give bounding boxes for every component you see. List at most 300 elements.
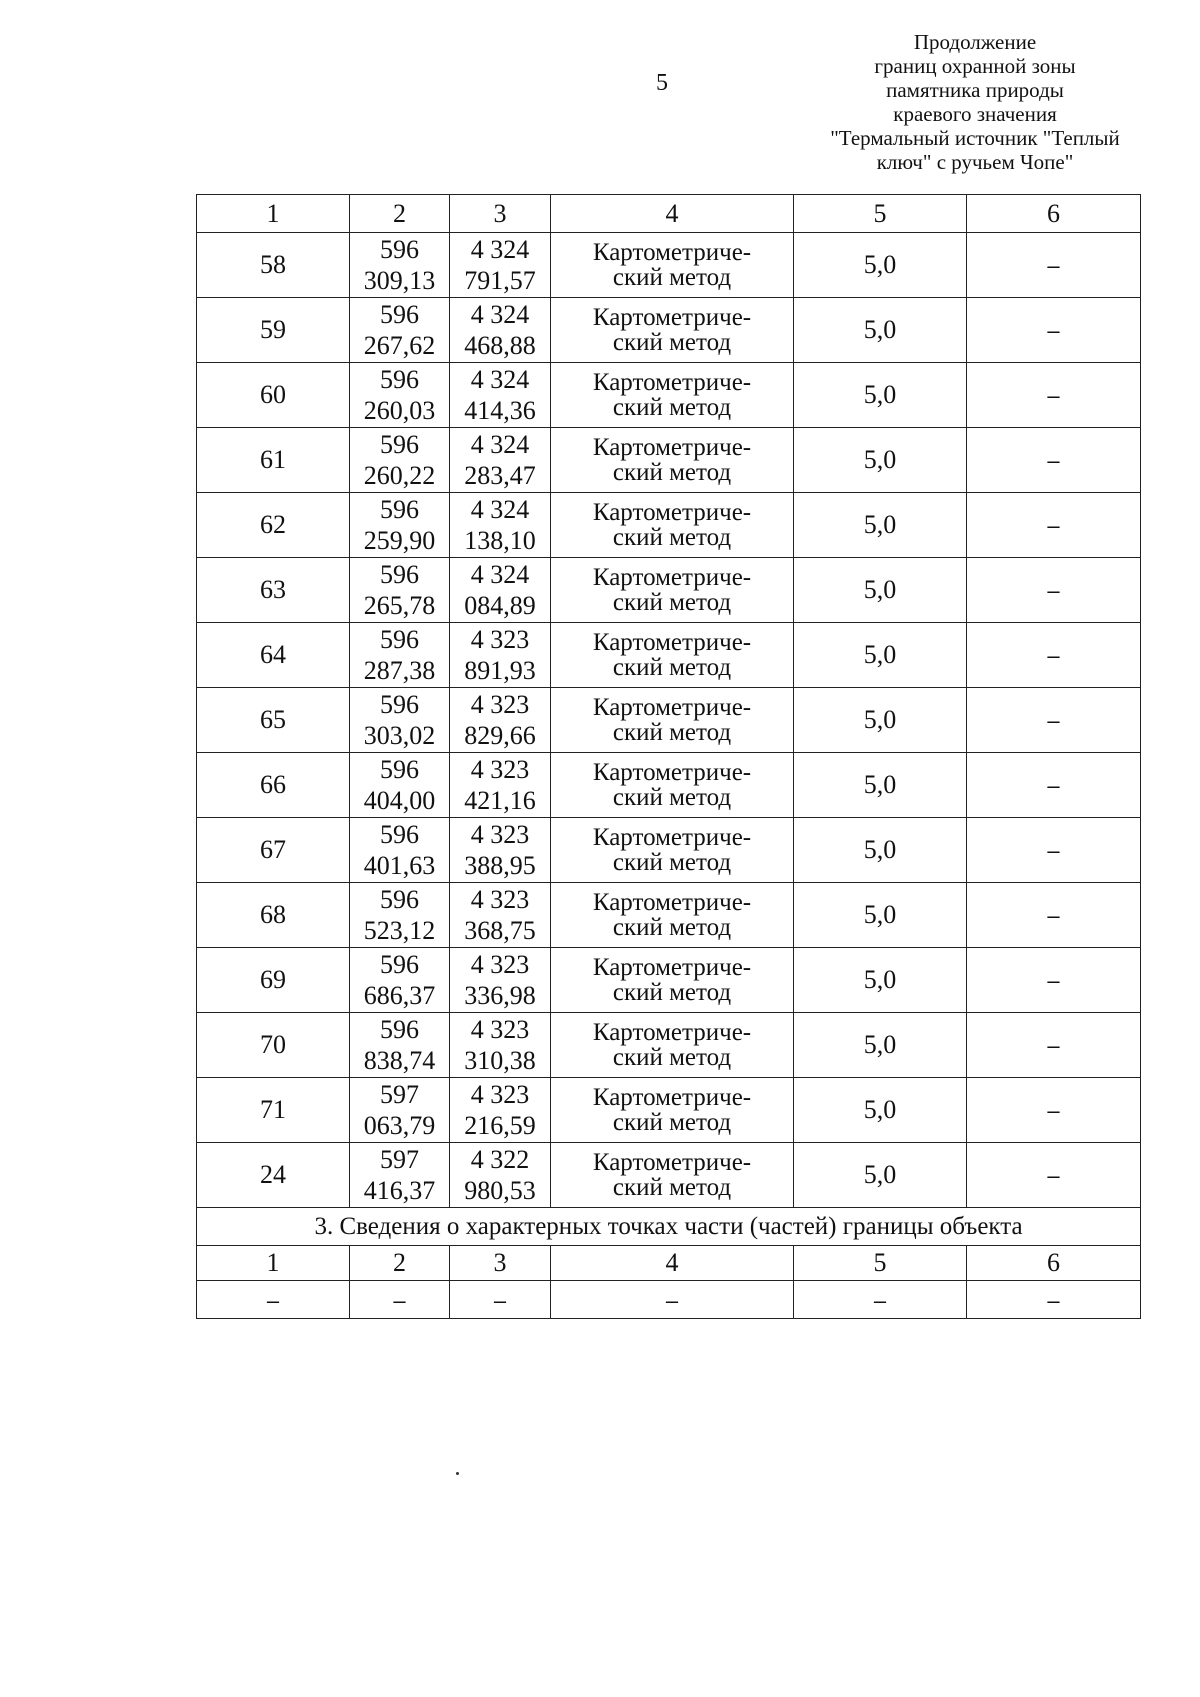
accuracy-cell	[794, 493, 967, 558]
section-column-header-text: 1	[266, 1248, 280, 1277]
description-cell	[967, 753, 1141, 818]
description-cell	[967, 363, 1141, 428]
x-coordinate-part: 686,37	[363, 981, 436, 1010]
column-header: 1	[197, 195, 350, 233]
section-column-header-row	[197, 1246, 1141, 1281]
section-empty-cell	[350, 1281, 450, 1319]
continuation-header	[790, 30, 1160, 174]
method-cell	[551, 753, 794, 818]
description-cell	[967, 233, 1141, 298]
x-coordinate	[350, 429, 449, 491]
column-header: 4	[551, 195, 794, 233]
header-line: памятника природы	[886, 78, 1064, 102]
method-cell	[551, 688, 794, 753]
accuracy-value: 5,0	[863, 835, 897, 864]
description-cell	[967, 428, 1141, 493]
y-coordinate-part: 4 324	[470, 235, 530, 264]
method-line: Картометриче-	[592, 1149, 752, 1176]
method-line: ский метод	[612, 264, 732, 291]
x-coordinate	[350, 494, 449, 556]
method-cell	[551, 1013, 794, 1078]
x-coordinate	[350, 559, 449, 621]
accuracy-value: 5,0	[863, 315, 897, 344]
method-text	[551, 1020, 793, 1070]
method-text	[551, 695, 793, 745]
y-coordinate-part: 791,57	[464, 266, 536, 295]
method-cell	[551, 948, 794, 1013]
y-coordinate	[450, 299, 550, 361]
y-coordinate-cell	[450, 363, 551, 428]
method-line: Картометриче-	[592, 564, 752, 591]
x-coordinate-cell	[350, 428, 450, 493]
description-cell	[967, 623, 1141, 688]
point-number-cell	[197, 558, 350, 623]
x-coordinate-part: 596	[380, 430, 419, 459]
x-coordinate-part: 259,90	[363, 526, 436, 555]
column-header: 2	[350, 195, 450, 233]
y-coordinate-cell	[450, 1013, 551, 1078]
x-coordinate	[350, 1079, 449, 1141]
accuracy-cell	[794, 623, 967, 688]
y-coordinate	[450, 819, 550, 881]
accuracy-cell	[794, 233, 967, 298]
x-coordinate-part: 596	[380, 365, 419, 394]
x-coordinate-part: 596	[380, 300, 419, 329]
accuracy-cell	[794, 883, 967, 948]
point-number-cell	[197, 1013, 350, 1078]
section-empty-cell	[967, 1281, 1141, 1319]
y-coordinate-part: 084,89	[464, 591, 536, 620]
accuracy-value: 5,0	[863, 575, 897, 604]
x-coordinate-part: 260,22	[363, 461, 436, 490]
description-value: –	[1047, 253, 1060, 278]
method-text	[551, 500, 793, 550]
method-cell	[551, 298, 794, 363]
method-line: ский метод	[612, 459, 732, 486]
x-coordinate-part: 523,12	[363, 916, 436, 945]
point-number-cell	[197, 623, 350, 688]
y-coordinate-part: 4 324	[470, 430, 530, 459]
accuracy-value: 5,0	[863, 250, 897, 279]
method-line: Картометриче-	[592, 824, 752, 851]
y-coordinate-part: 138,10	[464, 526, 536, 555]
method-line: Картометриче-	[592, 304, 752, 331]
y-coordinate-cell	[450, 233, 551, 298]
empty-dash: –	[493, 1287, 507, 1313]
x-coordinate-part: 404,00	[363, 786, 436, 815]
description-cell	[967, 558, 1141, 623]
table-body	[197, 195, 1141, 1319]
y-coordinate-part: 421,16	[464, 786, 536, 815]
method-line: Картометриче-	[592, 499, 752, 526]
y-coordinate-cell	[450, 298, 551, 363]
point-number-cell	[197, 818, 350, 883]
y-coordinate-cell	[450, 753, 551, 818]
y-coordinate-part: 414,36	[464, 396, 536, 425]
accuracy-cell	[794, 1013, 967, 1078]
description-value: –	[1047, 1033, 1060, 1058]
x-coordinate	[350, 884, 449, 946]
section-column-header	[794, 1246, 967, 1281]
scan-speck	[456, 1472, 459, 1475]
table-row	[197, 753, 1141, 818]
y-coordinate-part: 4 323	[470, 1080, 530, 1109]
accuracy-cell	[794, 948, 967, 1013]
point-number: 65	[260, 705, 286, 734]
method-cell	[551, 1143, 794, 1208]
section-column-header-text: 5	[873, 1248, 887, 1277]
accuracy-value: 5,0	[863, 640, 897, 669]
method-line: ский метод	[612, 654, 732, 681]
x-coordinate-part: 287,38	[363, 656, 436, 685]
x-coordinate-cell	[350, 1078, 450, 1143]
y-coordinate	[450, 1144, 550, 1206]
method-line: ский метод	[612, 524, 732, 551]
x-coordinate-part: 267,62	[363, 331, 436, 360]
method-cell	[551, 233, 794, 298]
accuracy-value: 5,0	[863, 510, 897, 539]
y-coordinate	[450, 1014, 550, 1076]
x-coordinate	[350, 1144, 449, 1206]
method-text	[551, 890, 793, 940]
table-row	[197, 558, 1141, 623]
section-empty-cell	[551, 1281, 794, 1319]
x-coordinate-part: 597	[380, 1080, 419, 1109]
table-row	[197, 493, 1141, 558]
header-line: ключ" с ручьем Чопе"	[876, 150, 1074, 174]
x-coordinate-part: 265,78	[363, 591, 436, 620]
point-number-cell	[197, 1143, 350, 1208]
point-number: 64	[260, 640, 286, 669]
x-coordinate	[350, 689, 449, 751]
method-line: Картометриче-	[592, 954, 752, 981]
method-text	[551, 1085, 793, 1135]
method-cell	[551, 623, 794, 688]
method-text	[551, 565, 793, 615]
method-line: ский метод	[612, 784, 732, 811]
method-line: ский метод	[612, 979, 732, 1006]
x-coordinate-cell	[350, 233, 450, 298]
description-value: –	[1047, 318, 1060, 343]
y-coordinate-part: 4 323	[470, 820, 530, 849]
y-coordinate-part: 336,98	[464, 981, 536, 1010]
point-number-cell	[197, 753, 350, 818]
x-coordinate	[350, 754, 449, 816]
x-coordinate-cell	[350, 818, 450, 883]
y-coordinate-part: 4 323	[470, 1015, 530, 1044]
section-title-row	[197, 1208, 1141, 1246]
x-coordinate-part: 597	[380, 1145, 419, 1174]
method-text	[551, 825, 793, 875]
y-coordinate-cell	[450, 883, 551, 948]
x-coordinate-cell	[350, 363, 450, 428]
y-coordinate	[450, 949, 550, 1011]
x-coordinate-cell	[350, 1013, 450, 1078]
description-value: –	[1047, 448, 1060, 473]
section-empty-cell	[450, 1281, 551, 1319]
header-line: Продолжение	[913, 30, 1037, 54]
x-coordinate-part: 416,37	[363, 1176, 436, 1205]
method-line: ский метод	[612, 719, 732, 746]
method-line: ский метод	[612, 914, 732, 941]
section-column-header-text: 6	[1047, 1248, 1060, 1277]
accuracy-value: 5,0	[863, 770, 897, 799]
x-coordinate-cell	[350, 298, 450, 363]
method-text	[551, 955, 793, 1005]
method-line: Картометриче-	[592, 369, 752, 396]
accuracy-cell	[794, 1078, 967, 1143]
y-coordinate-part: 891,93	[464, 656, 536, 685]
accuracy-value: 5,0	[863, 900, 897, 929]
method-cell	[551, 558, 794, 623]
y-coordinate-part: 4 323	[470, 885, 530, 914]
empty-dash: –	[266, 1287, 280, 1313]
y-coordinate-part: 4 322	[470, 1145, 530, 1174]
table-row	[197, 623, 1141, 688]
accuracy-value: 5,0	[863, 705, 897, 734]
x-coordinate-part: 596	[380, 560, 419, 589]
y-coordinate-cell	[450, 623, 551, 688]
point-number-cell	[197, 493, 350, 558]
description-value: –	[1047, 578, 1060, 603]
x-coordinate-part: 838,74	[363, 1046, 436, 1075]
accuracy-value: 5,0	[863, 380, 897, 409]
description-value: –	[1047, 383, 1060, 408]
y-coordinate-cell	[450, 428, 551, 493]
accuracy-value: 5,0	[863, 965, 897, 994]
point-number: 66	[260, 770, 286, 799]
x-coordinate-part: 401,63	[363, 851, 436, 880]
section-title-text: 3. Сведения о характерных точках части (частей) границы объекта	[314, 1212, 1023, 1240]
method-text	[551, 435, 793, 485]
x-coordinate	[350, 624, 449, 686]
y-coordinate-part: 388,95	[464, 851, 536, 880]
point-number: 69	[260, 965, 286, 994]
method-line: Картометриче-	[592, 694, 752, 721]
x-coordinate-part: 596	[380, 1015, 419, 1044]
y-coordinate	[450, 884, 550, 946]
x-coordinate	[350, 234, 449, 296]
x-coordinate-part: 596	[380, 950, 419, 979]
y-coordinate-part: 4 323	[470, 950, 530, 979]
description-value: –	[1047, 1098, 1060, 1123]
x-coordinate-part: 260,03	[363, 396, 436, 425]
section-column-header	[350, 1246, 450, 1281]
point-number: 71	[260, 1095, 286, 1124]
x-coordinate-part: 309,13	[363, 266, 436, 295]
accuracy-cell	[794, 818, 967, 883]
y-coordinate-cell	[450, 948, 551, 1013]
description-value: –	[1047, 643, 1060, 668]
section-empty-cell	[197, 1281, 350, 1319]
y-coordinate	[450, 624, 550, 686]
method-text	[551, 630, 793, 680]
description-cell	[967, 1013, 1141, 1078]
method-cell	[551, 1078, 794, 1143]
y-coordinate-part: 368,75	[464, 916, 536, 945]
method-line: ский метод	[612, 1109, 732, 1136]
method-line: ский метод	[612, 329, 732, 356]
point-number-cell	[197, 948, 350, 1013]
accuracy-cell	[794, 558, 967, 623]
y-coordinate-part: 468,88	[464, 331, 536, 360]
point-number: 24	[260, 1160, 286, 1189]
accuracy-cell	[794, 428, 967, 493]
x-coordinate-part: 596	[380, 495, 419, 524]
accuracy-cell	[794, 753, 967, 818]
point-number: 60	[260, 380, 286, 409]
section-column-header	[197, 1246, 350, 1281]
header-line: краевого значения	[893, 102, 1057, 126]
point-number: 68	[260, 900, 286, 929]
y-coordinate	[450, 429, 550, 491]
empty-dash: –	[873, 1287, 887, 1313]
y-coordinate	[450, 689, 550, 751]
section-empty-cell	[794, 1281, 967, 1319]
empty-dash: –	[1047, 1287, 1060, 1313]
y-coordinate-part: 4 324	[470, 495, 530, 524]
section-title	[197, 1208, 1141, 1246]
point-number-cell	[197, 1078, 350, 1143]
accuracy-value: 5,0	[863, 1030, 897, 1059]
method-line: ский метод	[612, 1174, 732, 1201]
point-number: 70	[260, 1030, 286, 1059]
y-coordinate	[450, 559, 550, 621]
method-line: Картометриче-	[592, 1019, 752, 1046]
y-coordinate-part: 4 324	[470, 560, 530, 589]
method-text	[551, 240, 793, 290]
section-empty-row	[197, 1281, 1141, 1319]
table-row	[197, 298, 1141, 363]
section-column-header	[551, 1246, 794, 1281]
empty-dash: –	[665, 1287, 679, 1313]
method-cell	[551, 428, 794, 493]
description-cell	[967, 883, 1141, 948]
x-coordinate-part: 596	[380, 690, 419, 719]
description-value: –	[1047, 1163, 1060, 1188]
table-row	[197, 948, 1141, 1013]
x-coordinate	[350, 1014, 449, 1076]
method-line: ский метод	[612, 394, 732, 421]
x-coordinate	[350, 949, 449, 1011]
y-coordinate	[450, 494, 550, 556]
accuracy-cell	[794, 688, 967, 753]
method-line: Картометриче-	[592, 239, 752, 266]
y-coordinate-part: 980,53	[464, 1176, 536, 1205]
method-text	[551, 1150, 793, 1200]
y-coordinate	[450, 754, 550, 816]
description-value: –	[1047, 968, 1060, 993]
point-number: 67	[260, 835, 286, 864]
y-coordinate-part: 4 323	[470, 625, 530, 654]
method-line: ский метод	[612, 1044, 732, 1071]
description-value: –	[1047, 708, 1060, 733]
method-line: Картометриче-	[592, 889, 752, 916]
x-coordinate-part: 596	[380, 885, 419, 914]
column-header: 5	[794, 195, 967, 233]
point-number: 62	[260, 510, 286, 539]
y-coordinate-part: 283,47	[464, 461, 536, 490]
y-coordinate-cell	[450, 688, 551, 753]
x-coordinate-part: 596	[380, 820, 419, 849]
column-header: 3	[450, 195, 551, 233]
empty-dash: –	[393, 1287, 406, 1313]
table-row	[197, 1143, 1141, 1208]
section-column-header	[967, 1246, 1141, 1281]
description-value: –	[1047, 513, 1060, 538]
accuracy-cell	[794, 1143, 967, 1208]
point-number: 63	[260, 575, 286, 604]
boundary-points-table	[196, 194, 1141, 1319]
x-coordinate-cell	[350, 688, 450, 753]
accuracy-value: 5,0	[863, 1160, 897, 1189]
description-cell	[967, 688, 1141, 753]
table-row	[197, 428, 1141, 493]
method-line: Картометриче-	[592, 1084, 752, 1111]
y-coordinate-cell	[450, 493, 551, 558]
description-cell	[967, 493, 1141, 558]
x-coordinate-cell	[350, 558, 450, 623]
x-coordinate-part: 063,79	[363, 1111, 436, 1140]
page-number: 5	[656, 70, 668, 96]
y-coordinate-cell	[450, 1143, 551, 1208]
column-header-row	[197, 195, 1141, 233]
description-value: –	[1047, 838, 1060, 863]
description-cell	[967, 818, 1141, 883]
header-line: границ охранной зоны	[874, 54, 1076, 78]
description-cell	[967, 1143, 1141, 1208]
description-cell	[967, 298, 1141, 363]
table-row	[197, 1078, 1141, 1143]
table-row	[197, 883, 1141, 948]
y-coordinate-part: 216,59	[464, 1111, 536, 1140]
method-line: Картометриче-	[592, 434, 752, 461]
method-text	[551, 305, 793, 355]
section-column-header-text: 4	[665, 1248, 679, 1277]
point-number-cell	[197, 428, 350, 493]
x-coordinate	[350, 364, 449, 426]
description-value: –	[1047, 903, 1060, 928]
method-cell	[551, 363, 794, 428]
header-line: "Термальный источник "Теплый	[830, 126, 1120, 150]
method-line: ский метод	[612, 849, 732, 876]
y-coordinate-part: 4 323	[470, 755, 530, 784]
point-number: 61	[260, 445, 286, 474]
method-line: Картометриче-	[592, 629, 752, 656]
accuracy-value: 5,0	[863, 1095, 897, 1124]
table-row	[197, 1013, 1141, 1078]
section-column-header-text: 3	[493, 1248, 507, 1277]
method-text	[551, 370, 793, 420]
x-coordinate-cell	[350, 623, 450, 688]
point-number-cell	[197, 298, 350, 363]
x-coordinate-part: 596	[380, 755, 419, 784]
y-coordinate	[450, 364, 550, 426]
table-row	[197, 818, 1141, 883]
y-coordinate-cell	[450, 818, 551, 883]
y-coordinate-part: 310,38	[464, 1046, 536, 1075]
x-coordinate-cell	[350, 948, 450, 1013]
x-coordinate-part: 303,02	[363, 721, 436, 750]
section-column-header	[450, 1246, 551, 1281]
point-number: 58	[260, 250, 286, 279]
x-coordinate-cell	[350, 493, 450, 558]
y-coordinate-part: 829,66	[464, 721, 536, 750]
accuracy-value: 5,0	[863, 445, 897, 474]
description-value: –	[1047, 773, 1060, 798]
method-line: ский метод	[612, 589, 732, 616]
method-text	[551, 760, 793, 810]
